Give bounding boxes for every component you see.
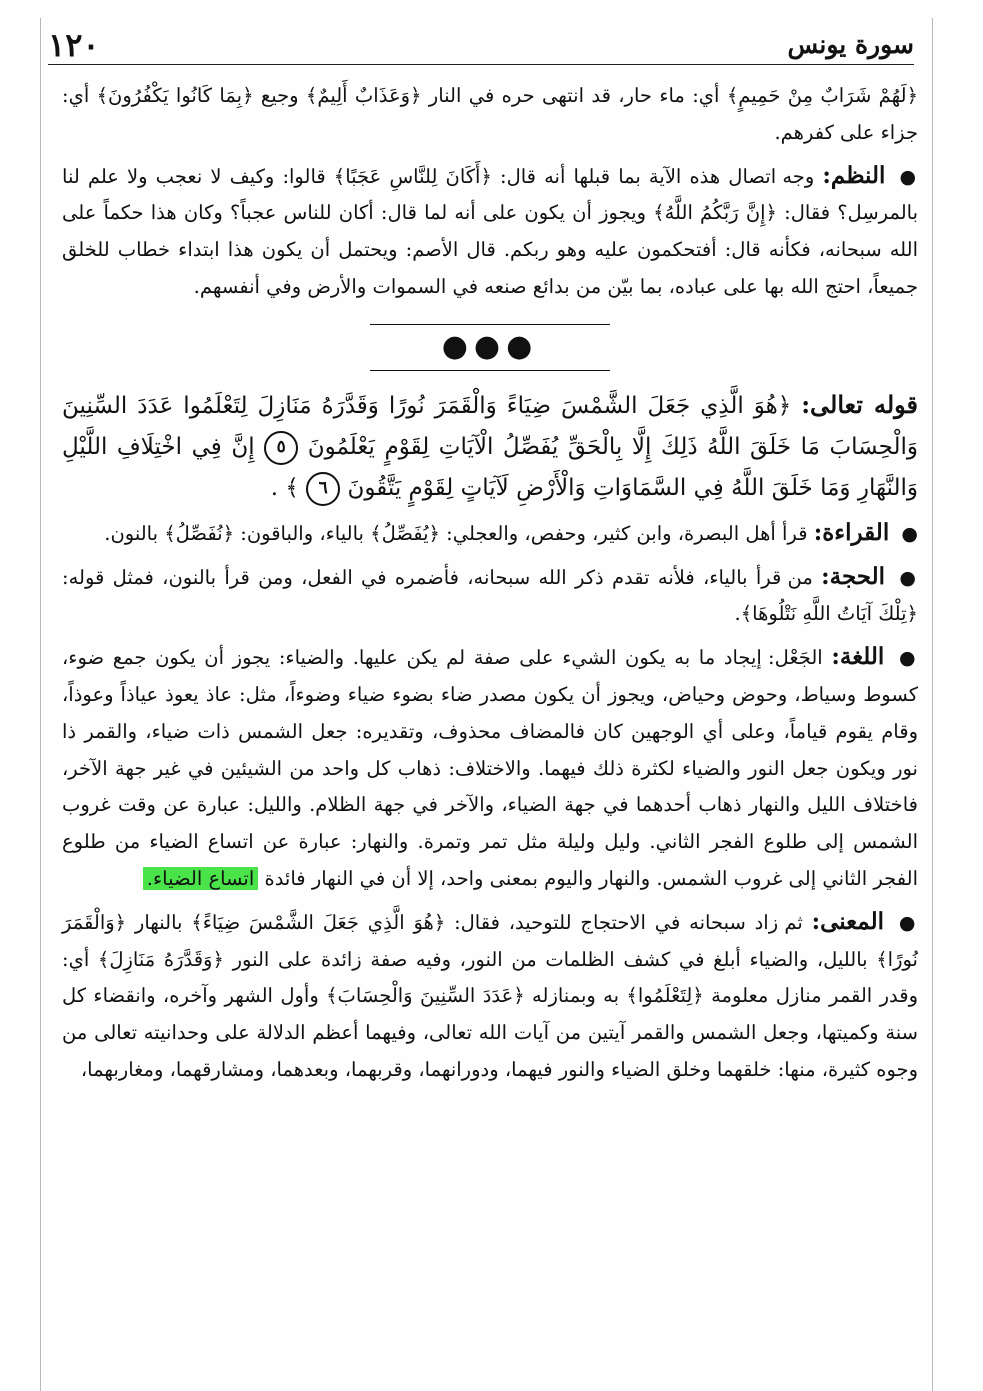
bullet-icon: ● [899,165,918,188]
paragraph-nazm [62,158,918,306]
ayah-number-marker: ٦ [306,472,340,506]
highlighted-text[interactable]: اتساع الضياء. [143,867,258,890]
paragraph-continuation [62,78,918,152]
right-margin-line [932,18,933,1391]
paragraph-text: وجه اتصال هذه الآية بما قبلها أنه قال: ﴿أَكَانَ لِلنَّاسِ عَجَبًا﴾ قالوا: وكيف لا نعجب ولا علم لنا بالمرسِل؟ فقال: ﴿إِنَّ رَبَّكُمُ اللَّهُ﴾ ويجوز أن يكون على أنه لما قال: أكان للناس عجباً؟ وكان هذا حكماً على الله سبحانه، فكأنه قال: أفتحكمون عليه وهو ربكم. قال الأصم: ويحتمل أن يكون هذا ابتداء خطاب للخلق جميعاً، احتج الله بها على عباده، بما بيّن من بدائع صنعه في السموات والأرض وفي أنفسهم. [62,164,918,298]
paragraph-qiraa [62,515,918,553]
section-label: المعنى: [811,907,884,935]
verse-end: ﴾ . [270,474,299,501]
verse-block [62,384,918,509]
paragraph-text: من قرأ بالياء، فلأنه تقدم ذكر الله سبحانه، فأضمره في الفعل، ومن قرأ بالنون، فمثل قوله: ﴿تِلْكَ آيَاتُ اللَّهِ نَتْلُوهَا﴾. [62,565,918,626]
section-label: الحجة: [821,562,886,590]
divider-dots: ●●● [441,328,539,364]
page-number: ١٢٠ [48,26,100,64]
paragraph-maana [62,904,918,1089]
bullet-icon: ● [899,566,918,589]
verse-text-1: ﴿هُوَ الَّذِي جَعَلَ الشَّمْسَ ضِيَاءً وَالْقَمَرَ نُورًا وَقَدَّرَهُ مَنَازِلَ لِتَعْلَمُوا عَدَدَ السِّنِينَ وَالْحِسَابَ مَا خَلَقَ اللَّهُ ذَلِكَ إِلَّا بِالْحَقِّ يُفَصِّلُ الْآيَاتِ لِقَوْمٍ يَعْلَمُونَ [62,392,919,460]
surah-title: سورة يونس [787,30,914,59]
section-divider [62,312,918,384]
header-rule [48,64,914,65]
paragraph-text: ثم زاد سبحانه في الاحتجاج للتوحيد، فقال: ﴿هُوَ الَّذِي جَعَلَ الشَّمْسَ ضِيَاءً﴾ بالنهار ﴿وَالْقَمَرَ نُورًا﴾ بالليل، والضياء أبلغ في كشف الظلمات من النور، وفيه صفة زائدة على النور ﴿وَقَدَّرَهُ مَنَازِلَ﴾ أي: وقدر القمر منازل معلومة ﴿لِتَعْلَمُوا﴾ به وبمنازله ﴿عَدَدَ السِّنِينَ وَالْحِسَابَ﴾ وأول الشهر وآخره، وانقضاء كل سنة وكميتها، وجعل الشمس والقمر آيتين من آيات الله تعالى، وفيهما أعظم الدلالة على وحدانيته تعالى من وجوه كثيرة، منها: خلقهما وخلق الضياء والنور فيهما، ودورانهما، وقربهما، وبعدهما، ومشارقهما، ومغاربهما، [62,910,918,1081]
divider-rule-bottom [370,370,610,371]
paragraph-lugha [62,639,918,898]
page-header [48,26,914,66]
bullet-icon: ● [901,522,918,545]
paragraph-hujja [62,559,918,634]
page-content [62,78,918,1095]
paragraph-text: الجَعْل: إيجاد ما به يكون الشيء على صفة لم يكن عليها. والضياء: يجوز أن يكون جمع ضوء، كسوط وسياط، وحوض وحياض، ويجوز أن يكون مصدر ضاء بضوء ضياء وضوءاً، مثل: عاذ يعوذ عياذاً وعوذاً، وقام يقوم قياماً، وعلى أي الوجهين كان فالمضاف محذوف، وتقديره: جعل الشمس ذات ضياء، والقمر ذا نور ويكون جعل النور والضياء لكثرة ذلك فيهما. والاختلاف: ذهاب كل واحد من الشيئين في غير جهة الآخر، فاختلاف الليل والنهار ذهاب أحدهما في جهة الضياء، والآخر في جهة الظلام. والليل: عبارة عن وقت غروب الشمس إلى طلوع الفجر الثاني. وليل وليلة مثل تمر وتمرة. والنهار: عبارة عن اتساع الضياء من طلوع الفجر الثاني إلى غروب الشمس. والنهار واليوم بمعنى واحد، إلا أن في النهار فائدة [62,646,918,890]
paragraph-text: ﴿لَهُمْ شَرَابٌ مِنْ حَمِيمٍ﴾ أي: ماء حار، قد انتهى حره في النار ﴿وَعَذَابٌ أَلِيمٌ﴾ وجيع ﴿بِمَا كَانُوا يَكْفُرُونَ﴾ أي: جزاء على كفرهم. [62,84,918,144]
bullet-icon: ● [898,911,919,934]
left-margin-line [40,18,41,1391]
bullet-icon: ● [898,647,918,670]
paragraph-text: قرأ أهل البصرة، وابن كثير، وحفص، والعجلي: ﴿يُفَصِّلُ﴾ بالياء، والباقون: ﴿نُفَصِّلُ﴾ بالنون. [104,521,808,545]
section-label: النظم: [822,161,886,189]
verse-intro: قوله تعالى: [801,389,919,419]
ayah-number-marker: ٥ [264,431,298,465]
section-label: اللغة: [831,643,885,671]
section-label: القراءة: [813,518,890,546]
divider-rule-top [370,324,610,325]
verse-text-2: إِنَّ فِي اخْتِلَافِ اللَّيْلِ وَالنَّهَارِ وَمَا خَلَقَ اللَّهُ فِي السَّمَاوَاتِ وَالْأَرْضِ لَآيَاتٍ لِقَوْمٍ يَتَّقُونَ [62,433,918,501]
